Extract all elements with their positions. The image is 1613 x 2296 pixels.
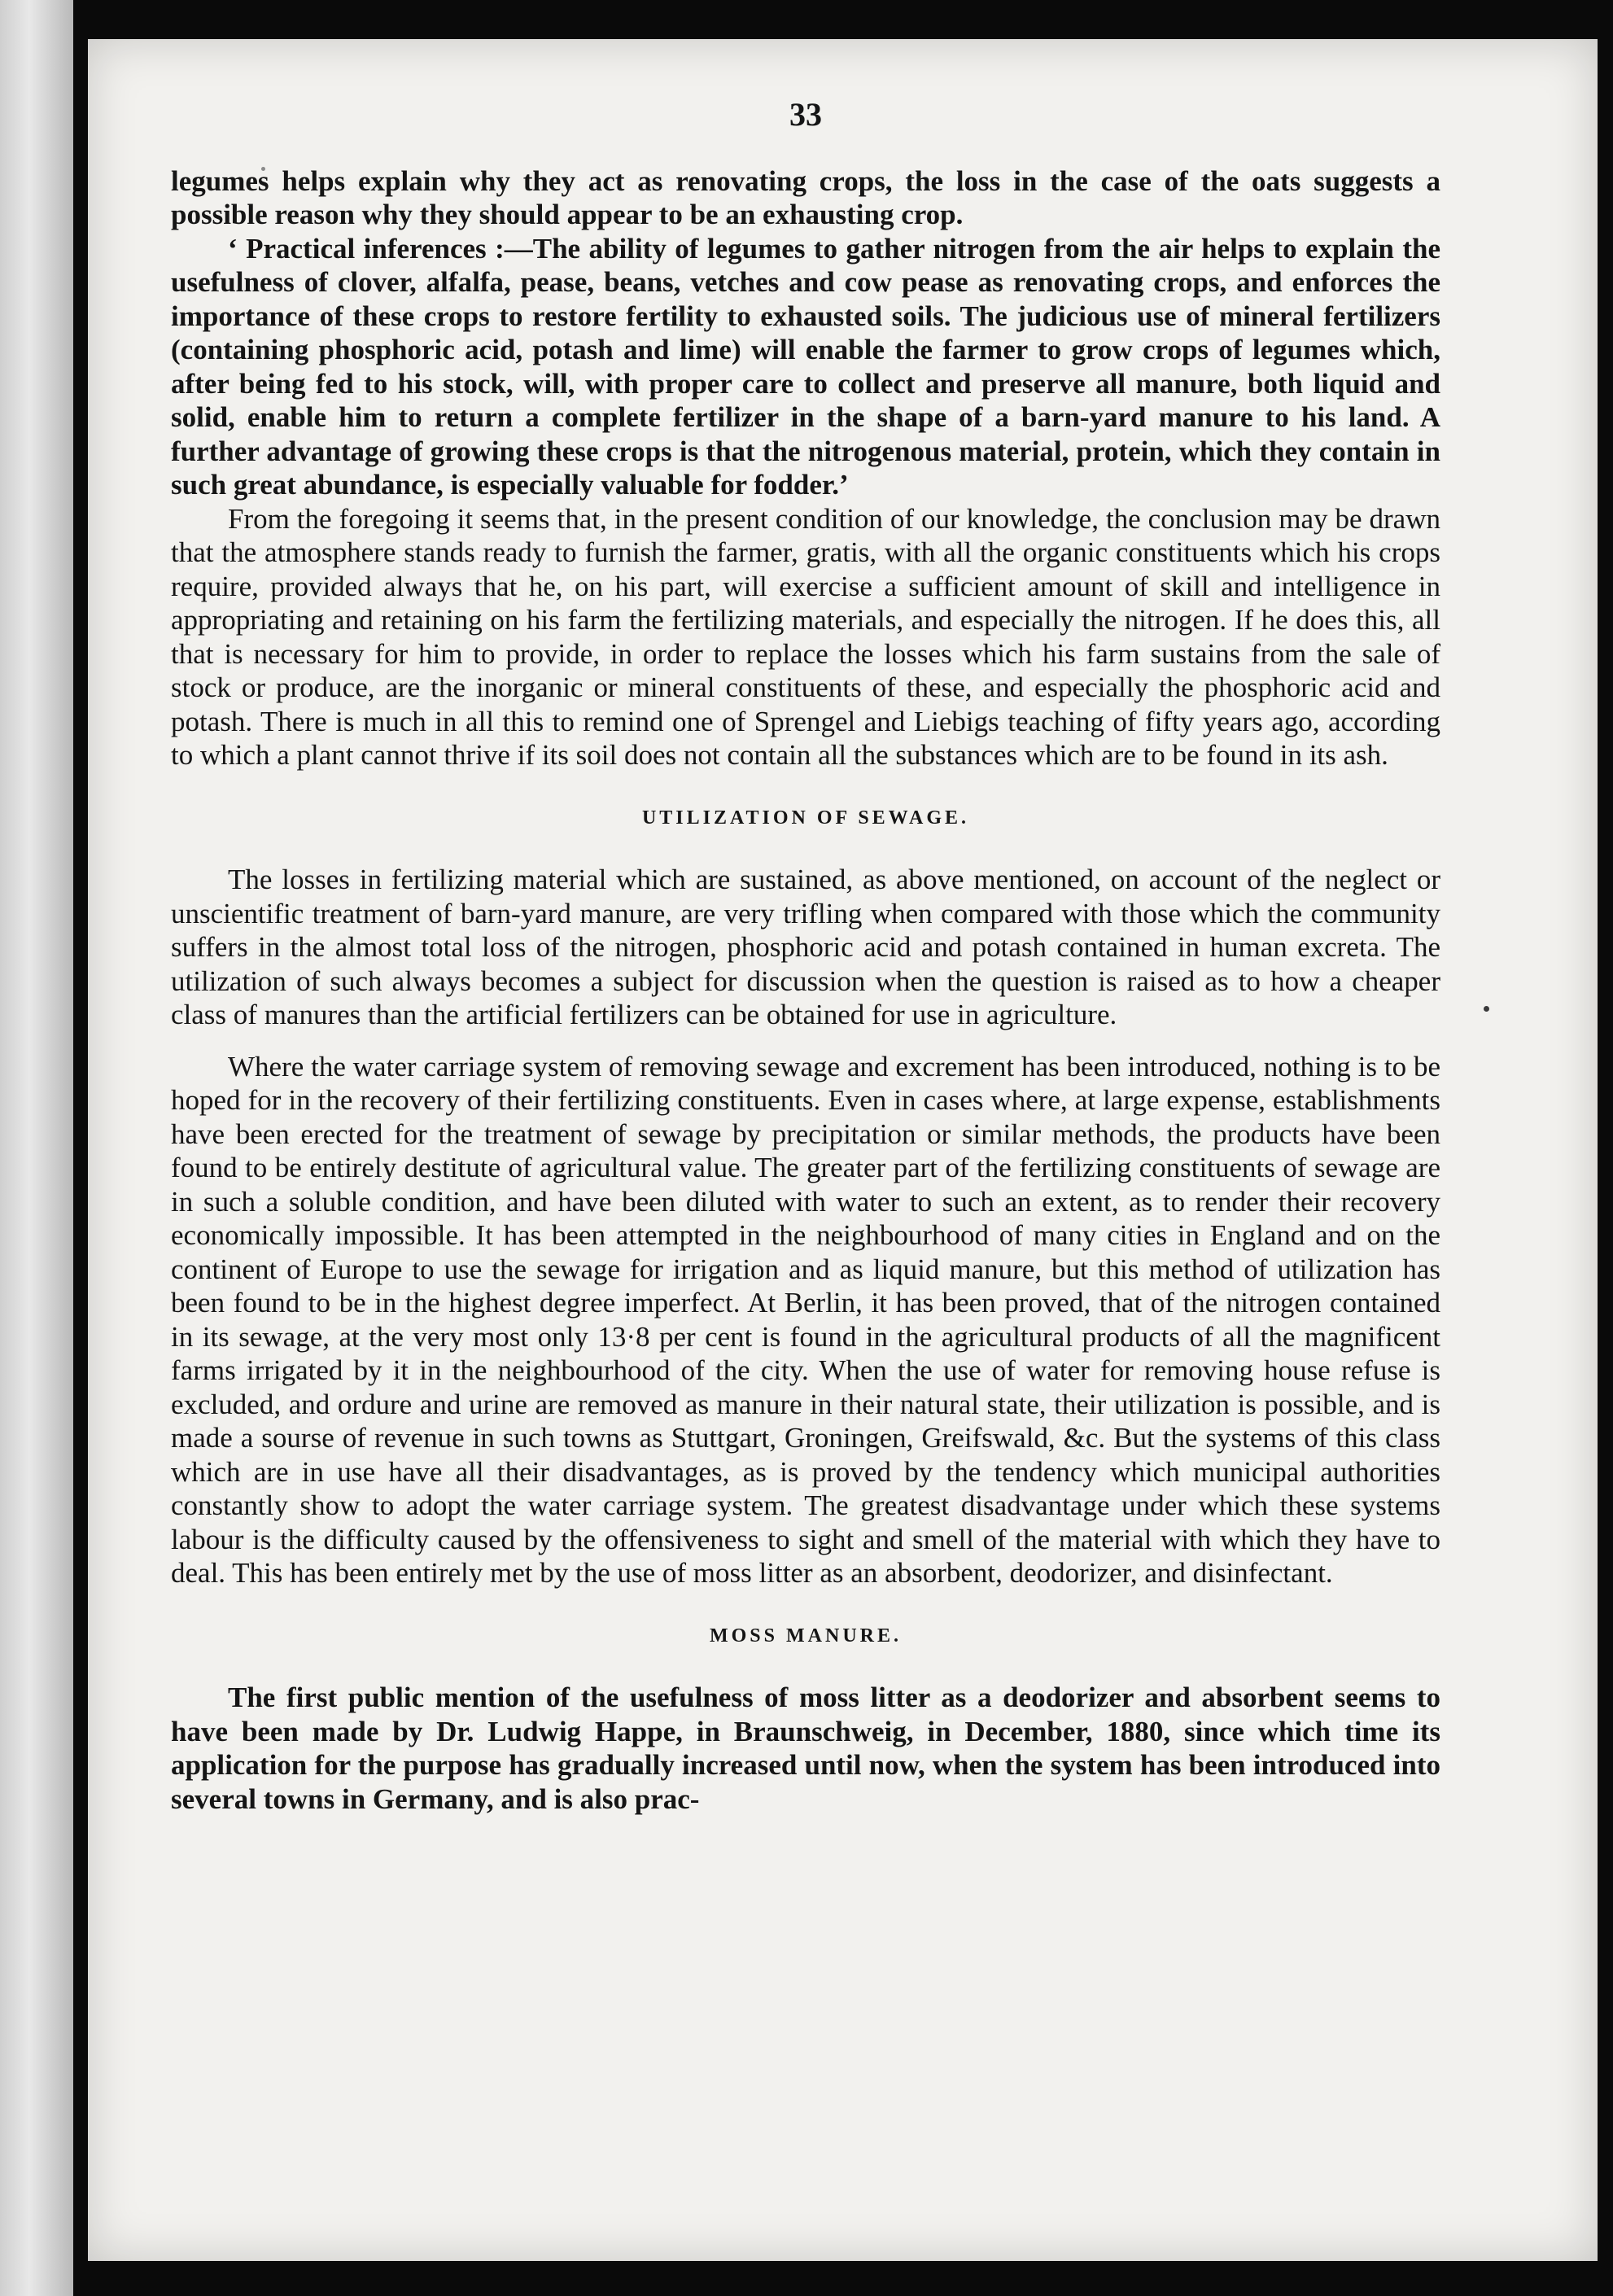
paragraph-practical-inferences: ‘ Practical inferences :—The ability of legumes to gather nitrogen from the air helps to explain the usefulness of clover, alfalfa, pease, beans, vetches and cow pease as renovating crops, and enforces the importance of these crops to restore fertility to exhausted soils. The judicious use of mineral fertilizers (containing phosphoric acid, potash and lime) will enable the farmer to grow crops of legumes which, after being fed to his stock, will, with proper care to collect and preserve all manure, both liquid and solid, enable him to return a complete fertilizer in the shape of a barn-yard manure to his land. A further advantage of growing these crops is that the nitrogenous material, protein, which they contain in such great abundance, is especially valuable for fodder.’ bbox=[171, 232, 1440, 501]
page-number: 33 bbox=[789, 96, 822, 133]
paragraph-foregoing: From the foregoing it seems that, in the present condition of our knowledge, the conclusion may be drawn that the atmosphere stands ready to furnish the farmer, gratis, with all the organic constituents which his crops require, provided always that he, on his part, will exercise a sufficient amount of skill and intelligence in appropriating and retaining on his farm the fertilizing materials, and especially the nitrogen. If he does this, all that is necessary for him to provide, in order to replace the losses which his farm sustains from the sale of stock or produce, are the inorganic or mineral constituents of these, and especially the phosphoric acid and potash. There is much in all this to remind one of Sprengel and Liebigs teaching of fifty years ago, according to which a plant cannot thrive if its soil does not contain all the substances which are to be found in its ash. bbox=[171, 502, 1440, 771]
paragraph-first-mention: The first public mention of the usefulness of moss litter as a deodorizer and absorbent seems to have been made by Dr. Ludwig Happe, in Braunschweig, in December, 1880, since which time its application for the purpose has gradually increased until now, when the system has been introduced into several towns in Germany, and is also prac- bbox=[171, 1682, 1440, 1815]
paragraph-losses: The losses in fertilizing material which are sustained, as above mentioned, on account of the neglect or unscientific treatment of barn-yard manure, are very trifling when compared with those which the community suffers in the almost total loss of the nitrogen, phosphoric acid and potash contained in human excreta. The utilization of such always becomes a subject for discussion when the question is raised as to how a cheaper class of manures than the artificial fertilizers can be obtained for use in agriculture. bbox=[171, 864, 1440, 1030]
section-heading-sewage: UTILIZATION OF SEWAGE. bbox=[641, 807, 970, 829]
paragraph-legumes-continued: legumes helps explain why they act as renovating crops, the loss in the case of the oats suggests a possible reason why they should appear to be an exhausting crop. bbox=[171, 164, 1440, 230]
adjacent-page-edge bbox=[0, 0, 73, 2296]
paragraph-water-carriage: Where the water carriage system of removing sewage and excrement has been introduced, nothing is to be hoped for in the recovery of their fertilizing constituents. Even in cases where, at large expense, establishments have been erected for the treatment of sewage by precipitation or similar methods, the products have been found to be entirely destitute of agricultural value. The greater part of the fertilizing constituents of sewage are in such a soluble condition, and have been diluted with water to such an extent, as to render their recovery economically impossible. It has been attempted in the neighbourhood of many cities in England and on the continent of Europe to use the sewage for irrigation and as liquid manure, but this method of utilization has been found to be in the highest degree imperfect. At Berlin, it has been proved, that of the nitrogen contained in its sewage, at the very most only 13·8 per cent is found in the agricultural products of all the magnificent farms irrigated by it in the neighbourhood of the city. When the use of water for removing house refuse is excluded, and ordure and urine are removed as manure in their natural state, their utilization is possible, and is made a sourse of revenue in such towns as Stuttgart, Groningen, Greifswald, &c. But the systems of this class which are in use have all their disadvantages, as is proved by the tendency which municipal authorities constantly show to adopt the water carriage system. The greatest disadvantage under which these systems labour is the difficulty caused by the offensiveness to sight and smell of the material with which they have to deal. This has been entirely met by the use of moss litter as an absorbent, deodorizer, and disinfectant. bbox=[171, 1050, 1440, 1589]
margin-mark bbox=[1484, 1006, 1489, 1012]
page-content bbox=[171, 98, 1440, 1816]
section-heading-moss: MOSS MANURE. bbox=[709, 1625, 902, 1647]
